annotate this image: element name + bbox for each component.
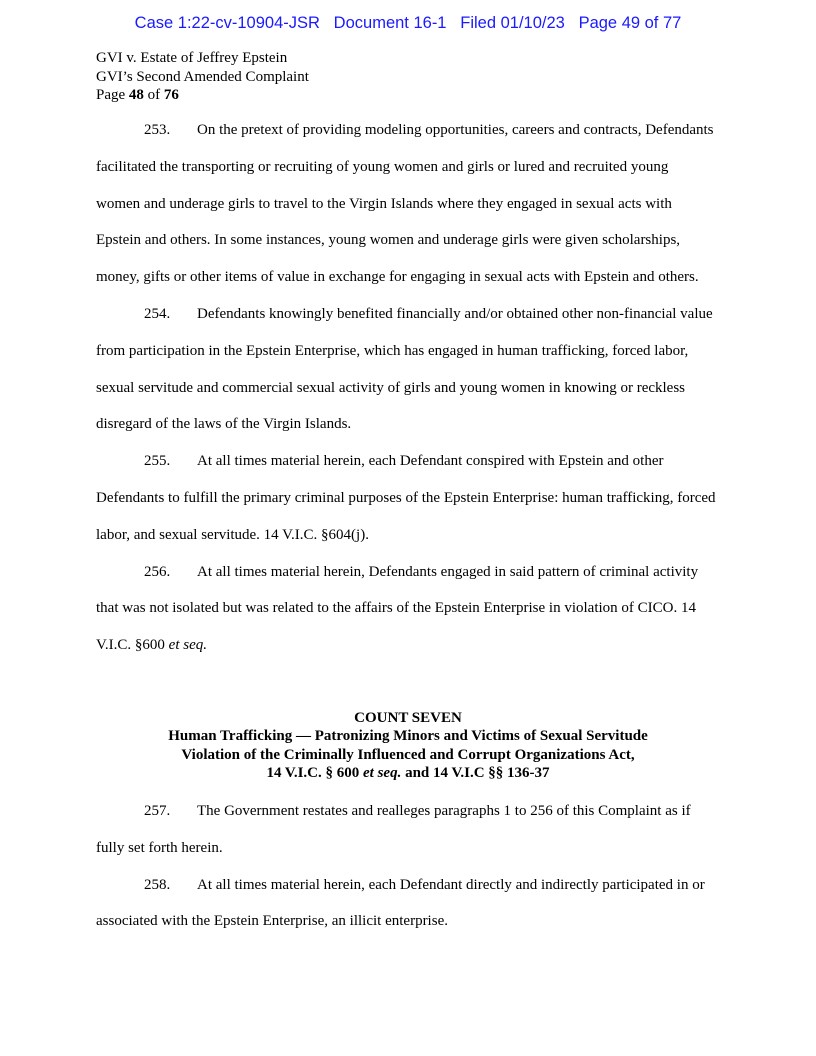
body-section-b: [96, 793, 716, 940]
paragraph-253: [96, 112, 716, 296]
paragraph-text: On the pretext of providing modeling opportunities, careers and contracts, Defendants facilitated the transporting or recruiting of young women and girls or lured and recruited young women and underage girls to travel to the Virgin Islands where they engaged in sexual acts with Epstein and others. In some instances, young women and underage girls were given scholarships, money, gifts or other items of value in exchange for engaging in sexual acts with Epstein and others.: [96, 122, 714, 286]
count-subtitle-2: Violation of the Criminally Influenced and Corrupt Organizations Act,: [181, 746, 635, 763]
case-header-stamp: Case 1:22-cv-10904-JSR Document 16-1 Filed 01/10/23 Page 49 of 77: [134, 14, 682, 32]
paragraph-number: 257.: [144, 803, 171, 819]
caption-case-name: GVI v. Estate of Jeffrey Epstein: [96, 50, 288, 66]
count-subtitle-3: 14 V.I.C. § 600 et seq. and 14 V.I.C §§ 136-37: [266, 765, 550, 782]
count-subtitle-1: Human Trafficking — Patronizing Minors and Victims of Sexual Servitude: [168, 728, 648, 745]
paragraph-256: [96, 554, 716, 664]
paragraph-number: 256.: [144, 563, 171, 580]
count-heading: [0, 709, 816, 783]
paragraph-text-italic: et seq.: [168, 637, 207, 654]
paragraph-text: The Government restates and realleges paragraphs 1 to 256 of this Complaint as if fully set forth herein.: [96, 803, 691, 856]
caption-page-number: Page 48 of 76: [96, 87, 179, 103]
paragraph-number: 258.: [144, 876, 171, 893]
body-section-a: [96, 112, 716, 664]
paragraph-number: 253.: [144, 122, 171, 138]
paragraph-text: At all times material herein, each Defendant conspired with Epstein and other Defendants to fulfill the primary criminal purposes of the Epstein Enterprise: human trafficking, forced labor, and sexual servitude. 14 V.I.C. §604(j).: [96, 453, 716, 543]
caption-document-title: GVI’s Second Amended Complaint: [96, 68, 309, 85]
count-title: COUNT SEVEN: [354, 710, 462, 726]
paragraph-number: 255.: [144, 453, 171, 470]
document-caption: [96, 49, 309, 105]
paragraph-258: [96, 867, 716, 941]
paragraph-257: [96, 793, 716, 867]
paragraph-255: [96, 443, 716, 553]
paragraph-254: [96, 296, 716, 443]
paragraph-number: 254.: [144, 305, 171, 322]
paragraph-text: Defendants knowingly benefited financially and/or obtained other non-financial value from participation in the Epstein Enterprise, which has engaged in human trafficking, forced labor, sexual servitude and commercial sexual activity of girls and young women in knowing or reckless disregard of the laws of the Virgin Islands.: [96, 305, 713, 433]
paragraph-text: At all times material herein, Defendants engaged in said pattern of criminal activity that was not isolated but was related to the affairs of the Epstein Enterprise in violation of CICO. 14 V.I.C. §600: [96, 563, 699, 654]
paragraph-text: At all times material herein, each Defendant directly and indirectly participated in or associated with the Epstein Enterprise, an illicit enterprise.: [96, 876, 705, 930]
